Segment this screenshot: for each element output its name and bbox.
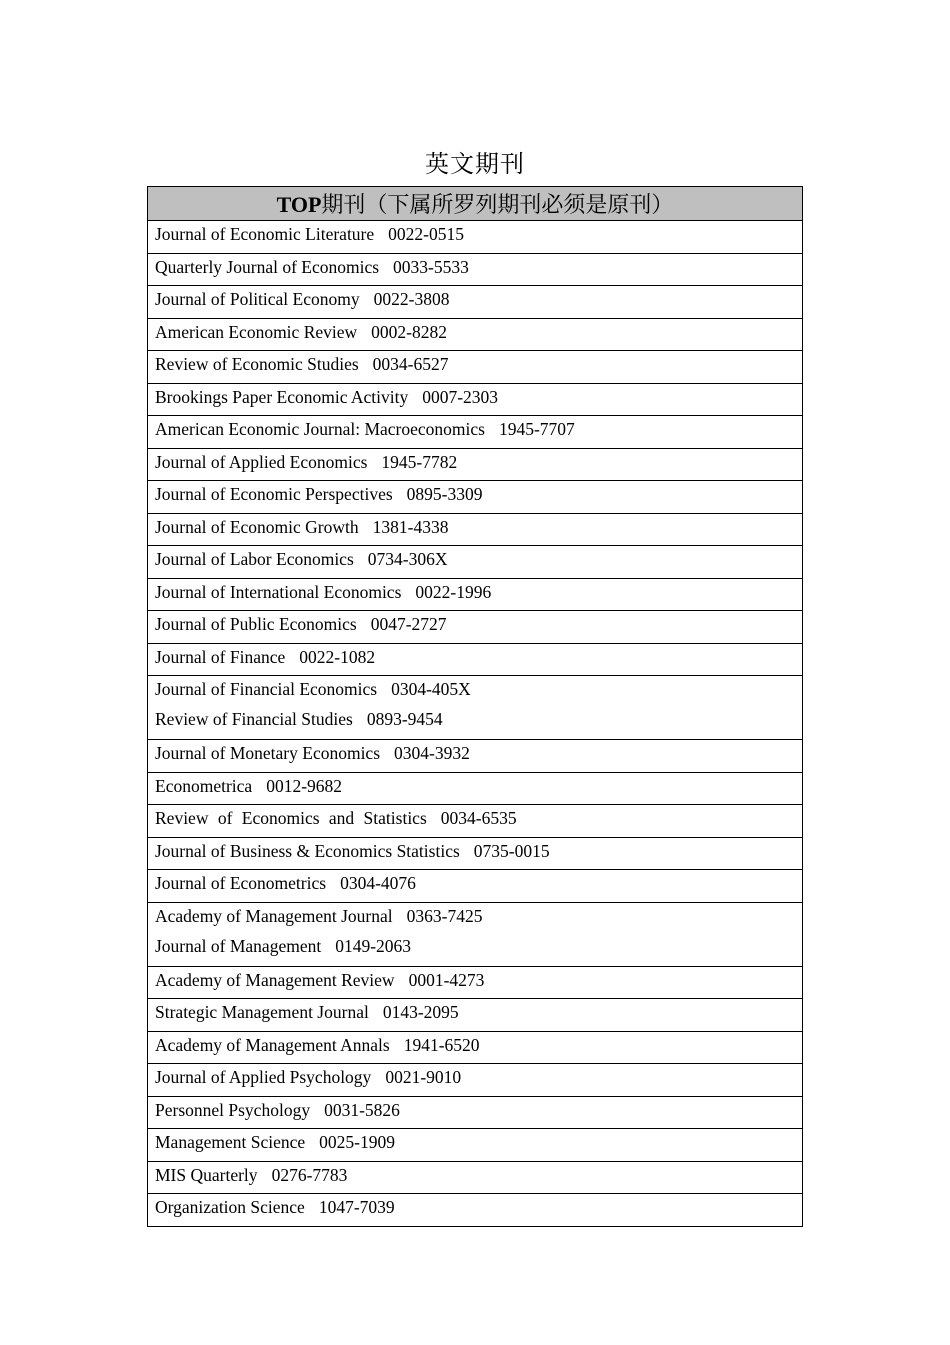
journal-entry [155, 773, 802, 797]
journal-entry [155, 999, 802, 1023]
journal-issn: 0007-2303 [422, 386, 499, 407]
table-row [148, 643, 803, 676]
journal-cell [148, 837, 803, 870]
table-row [148, 578, 803, 611]
journal-issn: 0031-5826 [324, 1099, 400, 1120]
journal-cell [148, 805, 803, 838]
journal-entry [155, 579, 802, 603]
journal-cell [148, 740, 803, 773]
table-row [148, 772, 803, 805]
journal-issn: 0149-2063 [335, 935, 412, 956]
table-header-prefix: TOP [276, 192, 322, 217]
journal-issn: 0033-5533 [393, 256, 469, 277]
journal-cell [148, 221, 803, 254]
table-row [148, 805, 803, 838]
journal-name: Review of Financial Studies [155, 709, 353, 729]
journal-name: Journal of Applied Economics [155, 451, 368, 472]
journal-cell [148, 1064, 803, 1097]
journal-entry [155, 416, 802, 440]
journal-name: Journal of Political Economy [155, 289, 360, 309]
journal-name: Review of Economic Studies [155, 354, 359, 374]
journal-entry [155, 254, 802, 278]
journal-cell [148, 286, 803, 319]
journal-issn: 0021-9010 [385, 1067, 462, 1087]
table-row [148, 253, 803, 286]
journal-entry [155, 221, 802, 245]
journal-name: Review of Economics and Statistics [155, 808, 427, 828]
journal-issn: 1047-7039 [318, 1197, 395, 1217]
journal-cell [148, 966, 803, 999]
table-row [148, 999, 803, 1032]
table-row [148, 383, 803, 416]
journal-cell [148, 999, 803, 1032]
journal-cell [148, 902, 803, 966]
journal-name: Management Science [155, 1132, 306, 1152]
table-row [148, 966, 803, 999]
journal-name: MIS Quarterly [155, 1164, 258, 1185]
table-row [148, 221, 803, 254]
journal-cell [148, 253, 803, 286]
journal-name: American Economic Journal: Macroeconomics [155, 419, 485, 439]
journal-cell [148, 318, 803, 351]
journal-issn: 1945-7707 [498, 419, 575, 439]
journal-name: Journal of Economic Growth [155, 516, 359, 537]
journal-issn: 0893-9454 [366, 709, 443, 729]
table-header-text: 期刊（下属所罗列期刊必须是原刊） [321, 193, 674, 218]
table-row [148, 318, 803, 351]
journal-name: Journal of Finance [155, 646, 286, 667]
table-row [148, 740, 803, 773]
journal-issn: 0276-7783 [271, 1164, 348, 1185]
journal-name: Journal of Economic Literature [155, 224, 375, 244]
journal-issn: 0304-3932 [394, 743, 470, 763]
journal-name: Journal of Public Economics [155, 614, 357, 634]
journal-cell [148, 676, 803, 740]
journal-cell [148, 1031, 803, 1064]
journal-name: Journal of Labor Economics [155, 549, 354, 569]
journal-entry [155, 546, 802, 570]
journal-issn: 0022-3808 [373, 289, 450, 309]
journal-name: Brookings Paper Economic Activity [155, 386, 409, 407]
journal-issn: 1941-6520 [403, 1034, 480, 1055]
journal-issn: 0022-1082 [299, 646, 376, 667]
journal-entry [155, 514, 802, 538]
journal-cell [148, 448, 803, 481]
journal-issn: 0001-4273 [408, 969, 485, 990]
journal-issn: 0002-8282 [371, 321, 447, 342]
journal-entry [155, 903, 802, 927]
journal-entry [155, 1097, 802, 1121]
journal-name: Journal of Monetary Economics [155, 743, 381, 763]
journal-issn: 0047-2727 [370, 614, 447, 634]
table-row [148, 1129, 803, 1162]
table-row [148, 676, 803, 740]
journal-issn: 0025-1909 [319, 1132, 395, 1152]
journal-cell [148, 513, 803, 546]
table-row [148, 286, 803, 319]
table-row [148, 1064, 803, 1097]
table-row [148, 870, 803, 903]
journal-issn: 0363-7425 [406, 905, 483, 926]
journal-entry [155, 351, 802, 375]
journal-name: Academy of Management Annals [155, 1034, 390, 1055]
table-row [148, 1161, 803, 1194]
journal-cell [148, 546, 803, 579]
table-row [148, 351, 803, 384]
journal-entry [155, 1129, 802, 1153]
journal-issn: 0304-405X [391, 679, 471, 699]
table-row [148, 1096, 803, 1129]
page-title: 英文期刊 [425, 150, 525, 178]
journal-name: Strategic Management Journal [155, 1002, 369, 1022]
journal-entry [155, 1032, 802, 1056]
journal-name: Quarterly Journal of Economics [155, 256, 380, 277]
journal-name: Journal of Financial Economics [155, 679, 378, 699]
journal-entry [155, 1064, 802, 1088]
journal-name: Academy of Management Review [155, 969, 395, 990]
journal-issn: 1945-7782 [381, 451, 458, 472]
journal-cell [148, 383, 803, 416]
table-row [148, 837, 803, 870]
journal-name: Journal of Business & Economics Statistics [155, 840, 460, 861]
journal-name: Econometrica [155, 775, 253, 796]
journal-issn: 0895-3309 [406, 484, 483, 504]
journal-name: Journal of International Economics [155, 581, 402, 602]
journal-cell [148, 578, 803, 611]
journal-entry [155, 449, 802, 473]
journal-cell [148, 870, 803, 903]
journal-cell [148, 1129, 803, 1162]
journal-issn: 0022-1996 [415, 581, 492, 602]
journal-issn: 0034-6527 [372, 354, 449, 374]
journal-name: Academy of Management Journal [155, 905, 393, 926]
journal-entry [155, 967, 802, 991]
journal-entry [155, 676, 802, 700]
journal-issn: 0735-0015 [473, 840, 550, 861]
journal-cell [148, 416, 803, 449]
journal-name: American Economic Review [155, 321, 358, 342]
table-row [148, 902, 803, 966]
journal-issn: 1381-4338 [372, 516, 449, 537]
journal-entry [155, 927, 802, 957]
journal-name: Personnel Psychology [155, 1099, 311, 1120]
journal-entry [155, 700, 802, 730]
journal-issn: 0012-9682 [266, 775, 343, 796]
table-row [148, 1031, 803, 1064]
journal-entry [155, 740, 802, 764]
journal-entry [155, 838, 802, 862]
table-header [148, 187, 803, 221]
table-row [148, 416, 803, 449]
journal-entry [155, 805, 802, 829]
journal-name: Journal of Applied Psychology [155, 1067, 372, 1087]
journal-cell [148, 611, 803, 644]
journal-entry [155, 1162, 802, 1186]
journal-cell [148, 351, 803, 384]
journal-cell [148, 1161, 803, 1194]
journal-entry [155, 1194, 802, 1218]
journal-list [148, 221, 803, 1227]
journal-entry [155, 644, 802, 668]
table-row [148, 611, 803, 644]
journal-issn: 0022-0515 [388, 224, 464, 244]
journal-cell [148, 643, 803, 676]
journal-name: Organization Science [155, 1197, 305, 1217]
journal-table [147, 186, 803, 1227]
journal-name: Journal of Economic Perspectives [155, 484, 393, 504]
journal-entry [155, 319, 802, 343]
table-row [148, 513, 803, 546]
journal-cell [148, 772, 803, 805]
table-row [148, 1194, 803, 1227]
journal-cell [148, 481, 803, 514]
journal-name: Journal of Management [155, 935, 322, 956]
journal-issn: 0304-4076 [340, 873, 416, 893]
journal-entry [155, 870, 802, 894]
journal-entry [155, 611, 802, 635]
journal-entry [155, 384, 802, 408]
journal-name: Journal of Econometrics [155, 873, 327, 893]
table-row [148, 448, 803, 481]
journal-entry [155, 286, 802, 310]
journal-issn: 0143-2095 [382, 1002, 459, 1022]
table-row [148, 481, 803, 514]
table-row [148, 546, 803, 579]
journal-entry [155, 481, 802, 505]
journal-cell [148, 1096, 803, 1129]
table-header-row [148, 187, 803, 221]
journal-cell [148, 1194, 803, 1227]
journal-issn: 0734-306X [367, 549, 448, 569]
journal-issn: 0034-6535 [440, 808, 517, 828]
